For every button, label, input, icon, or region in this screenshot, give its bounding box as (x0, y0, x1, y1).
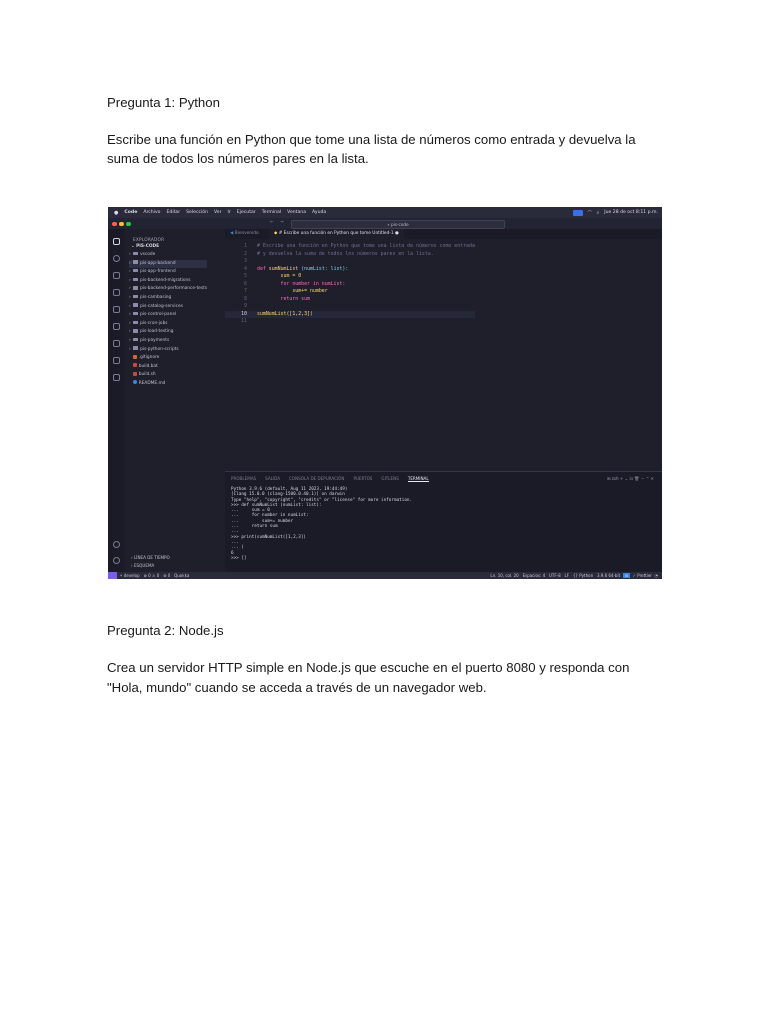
tree-item: › pis-app-frontend (129, 269, 176, 275)
bat-file-icon (133, 363, 137, 367)
tree-item: build.sh (129, 371, 207, 380)
menu-item-ver: Ver (214, 210, 222, 215)
folder-icon (133, 252, 138, 256)
menu-item-terminal: Terminal (261, 210, 282, 215)
vscode-screenshot (108, 207, 662, 579)
panel-tab-salida: SALIDA (265, 476, 281, 481)
editor-area (225, 229, 662, 471)
panel-tabs (231, 476, 438, 482)
tree-item: › vscode (129, 252, 156, 257)
timeline-section: › LÍNEA DE TIEMPO (131, 555, 170, 560)
bottom-panel (225, 471, 662, 573)
python-icon: ◆ (274, 231, 278, 236)
remote-explorer-icon (113, 306, 120, 313)
question-1-body-line-1: Escribe una función en Python que tome una lista de números como entrada y devuelva la (107, 132, 636, 147)
vscode-icon: ◀ (230, 231, 234, 236)
sh-file-icon (133, 372, 137, 376)
branch-icon: ⑂ (120, 573, 123, 578)
tree-item: › pis-catalog-services (129, 303, 183, 309)
tree-item: build.bat (129, 363, 207, 372)
tree-item: › pis-python-scripts (129, 346, 179, 352)
code-line: 8 return sum (244, 295, 310, 302)
folder-icon (133, 329, 138, 333)
activity-bar (108, 229, 125, 572)
apple-icon: ● (114, 209, 119, 216)
source-control-icon (113, 272, 120, 279)
folder-icon (133, 303, 138, 307)
menubar-clock: Jue 28 de oct 8:11 p.m. (604, 210, 658, 215)
tree-item: › pis-control-panel (129, 312, 177, 318)
folder-icon (133, 269, 138, 273)
code-line: 7 sum+= number (244, 288, 328, 294)
editor-tabs (225, 229, 662, 239)
menu-item-ejecutar: Ejecutar (236, 210, 256, 215)
status-app-icon (573, 210, 583, 216)
explorer-root: ⌄ PIS-CODE (131, 244, 160, 249)
panel-tab-gitlens: GITLENS (381, 476, 399, 481)
braces-icon: {} (572, 573, 578, 578)
status-right: Ln. 10, col. 20 Espacios: 4 UTF-8 LF {} Python 3.9.6 64-bit ⊙ ✓ Prettier ◔ (490, 573, 658, 578)
explorer-icon (113, 238, 120, 245)
status-left: ⑂ develop ⊗ 0 ⚠ 0 ⊚ 0 Quokka (120, 573, 190, 578)
settings-gear-icon (113, 557, 120, 564)
question-2-title: Pregunta 2: Node.js (107, 623, 224, 638)
info-file-icon (133, 380, 137, 384)
folder-icon (133, 260, 138, 264)
check-icon: ✓ (632, 573, 636, 578)
wifi-icon: ◠ (587, 210, 592, 215)
menu-item-editar: Editar (166, 210, 181, 215)
menu-item-archivo: Archivo (143, 210, 161, 215)
extensions-icon (113, 323, 120, 330)
code-line: 2 # y devuelva la suma de todos los números pares en la lista. (244, 250, 434, 257)
copilot-icon: ⊙ (624, 573, 629, 578)
panel-tab-puertos: PUERTOS (353, 476, 373, 481)
menu-item-ir: Ir (227, 210, 231, 215)
folder-icon (133, 338, 138, 342)
folder-icon (133, 346, 138, 350)
tree-item: › pis-app-backend (129, 260, 207, 269)
terminal-output: Python 3.9.6 (default, Aug 11 2023, 19:44:49) [Clang 15.0.0 (clang-1500.0.40.1)] on darwin Type "help", "copyright", "credits" or "license" for more information. >>> def sumNumList (numList: list): ... sum = 0 ... for number in numList: ... sum+= number ... return sum ... >>> print(sumNumList([1,2,3]) ... ... ) 6 >>> [] (231, 487, 413, 561)
tree-item: › pis-payments (129, 337, 170, 343)
folder-icon (133, 321, 138, 325)
back-arrow-icon: ← (270, 220, 274, 225)
code-line-active: 10 sumNumList([1,2,3]) (225, 311, 475, 319)
window-titlebar (108, 218, 662, 229)
accounts-icon (113, 541, 120, 548)
folder-icon (133, 295, 138, 299)
tree-item: › pis-cron-jobs (129, 320, 168, 326)
tree-item: › pis-cambasing (129, 294, 172, 300)
code-line: 3 (244, 258, 247, 264)
close-window-icon (112, 222, 117, 227)
tree-item: › pis-backend-migrations (129, 277, 191, 283)
tree-item: › pis-load-testing (129, 329, 174, 335)
code-line: 4 def sumNumList (numList: list): (244, 265, 349, 272)
tree-item: .gitignore (129, 354, 207, 363)
explorer-sidebar (125, 229, 225, 572)
run-debug-icon (113, 289, 120, 296)
folder-icon (133, 286, 138, 290)
code-line: 6 for number in numList: (244, 280, 346, 287)
gitlens-icon (113, 357, 120, 364)
folder-icon (133, 278, 138, 282)
search-icon (113, 255, 120, 262)
code-line: 1 # Escribe una función en Python que tome una lista de números como entrada (244, 243, 475, 249)
remote-icon (108, 572, 117, 579)
status-bar (108, 572, 662, 579)
menubar-app-name: Code (124, 210, 138, 215)
explorer-root-label: PIS-CODE (136, 244, 160, 249)
code-line: 9 (244, 303, 247, 309)
search-icon: ⌕ (596, 210, 600, 216)
question-1-body-line-2: suma de todos los números pares en la lista. (107, 151, 369, 166)
menu-item-ayuda: Ayuda (312, 210, 327, 215)
question-2-body-line-1: Crea un servidor HTTP simple en Node.js que escuche en el puerto 8080 y responda con (107, 660, 630, 675)
tree-item: › pis-backend-performance-tests (129, 286, 208, 292)
panel-tab-consola: CONSOLA DE DEPURACIÓN (289, 476, 345, 481)
question-2-body-line-2: "Hola, mundo" cuando se acceda a través de un navegador web. (107, 680, 487, 695)
minimize-window-icon (119, 222, 124, 227)
tree-item: README.md (129, 380, 207, 389)
testing-icon (113, 340, 120, 347)
menu-item-ventana: Ventana (287, 210, 307, 215)
explorer-title: EXPLORADOR (133, 238, 165, 243)
git-file-icon (133, 355, 137, 359)
panel-tab-problemas: PROBLEMAS (231, 476, 257, 481)
tab-untitled: ◆ # Escribe una función en Python que tome Untitled-1 ● (269, 229, 404, 239)
panel-tab-terminal: TERMINAL (407, 476, 429, 481)
code-editor (225, 243, 475, 326)
menu-item-seleccion: Selección (186, 210, 209, 215)
zoom-window-icon (126, 222, 131, 227)
forward-arrow-icon: → (280, 220, 284, 225)
macos-menubar (108, 207, 662, 218)
outline-section: › ESQUEMA (131, 563, 155, 568)
command-center-label: pis-code (391, 222, 409, 227)
terminal-shell-label: ⊞ zsh + ⌄ ⊡ 🗑 ··· ⌃ ✕ (607, 476, 654, 481)
folder-icon (133, 312, 138, 316)
command-center: ⌕ pis-code (291, 220, 505, 229)
bell-icon: ◔ (654, 573, 658, 578)
code-line: 5 sum = 0 (244, 273, 302, 279)
question-1-title: Pregunta 1: Python (107, 95, 220, 110)
docker-icon (113, 374, 120, 381)
tab-welcome: ◀ Bienvenido (230, 231, 259, 236)
code-line: 11 (241, 318, 247, 324)
